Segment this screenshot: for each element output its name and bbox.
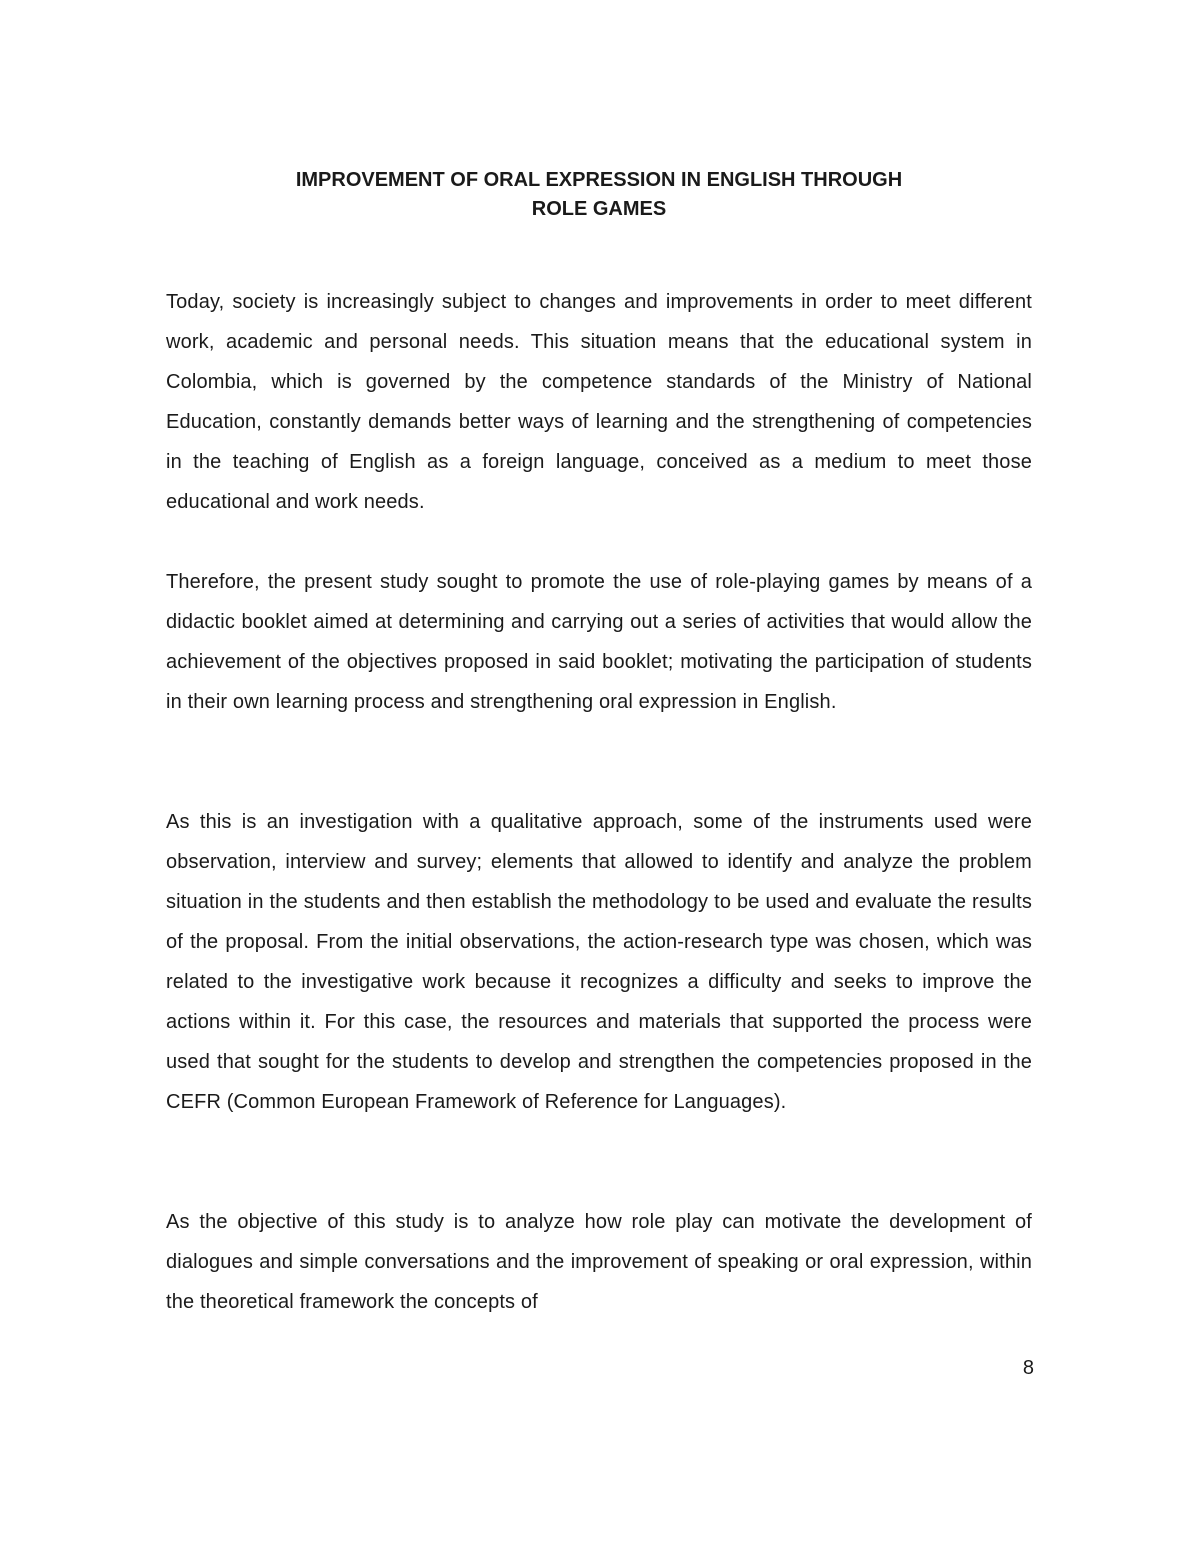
paragraph-4: As the objective of this study is to analyze how role play can motivate the development of dialogues and simple conversations and the improvement of speaking or oral expression, within the theoretical framework the concepts of (166, 1211, 1032, 1313)
title-line-1: IMPROVEMENT OF ORAL EXPRESSION IN ENGLISH THROUGH (295, 169, 903, 191)
document-title (166, 166, 1032, 224)
page-number: 8 (1022, 1357, 1034, 1379)
paragraph-2: Therefore, the present study sought to promote the use of role-playing games by means of a didactic booklet aimed at determining and carrying out a series of activities that would allow the achievement of the objectives proposed in said booklet; motivating the participation of students in their own learning process and strengthening oral expression in English. (166, 571, 1032, 713)
title-line-2: ROLE GAMES (531, 198, 667, 220)
paragraph-1: Today, society is increasingly subject to changes and improvements in order to meet different work, academic and personal needs. This situation means that the educational system in Colombia, which is governed by the competence standards of the Ministry of National Education, constantly demands better ways of learning and the strengthening of competencies in the teaching of English as a foreign language, conceived as a medium to meet those educational and work needs. (166, 291, 1032, 513)
paragraph-3: As this is an investigation with a qualitative approach, some of the instruments used were observation, interview and survey; elements that allowed to identify and analyze the problem situation in the students and then establish the methodology to be used and evaluate the results of the proposal. From the initial observations, the action-research type was chosen, which was related to the investigative work because it recognizes a difficulty and seeks to improve the actions within it. For this case, the resources and materials that supported the process were used that sought for the students to develop and strengthen the competencies proposed in the CEFR (Common European Framework of Reference for Languages). (166, 811, 1032, 1113)
